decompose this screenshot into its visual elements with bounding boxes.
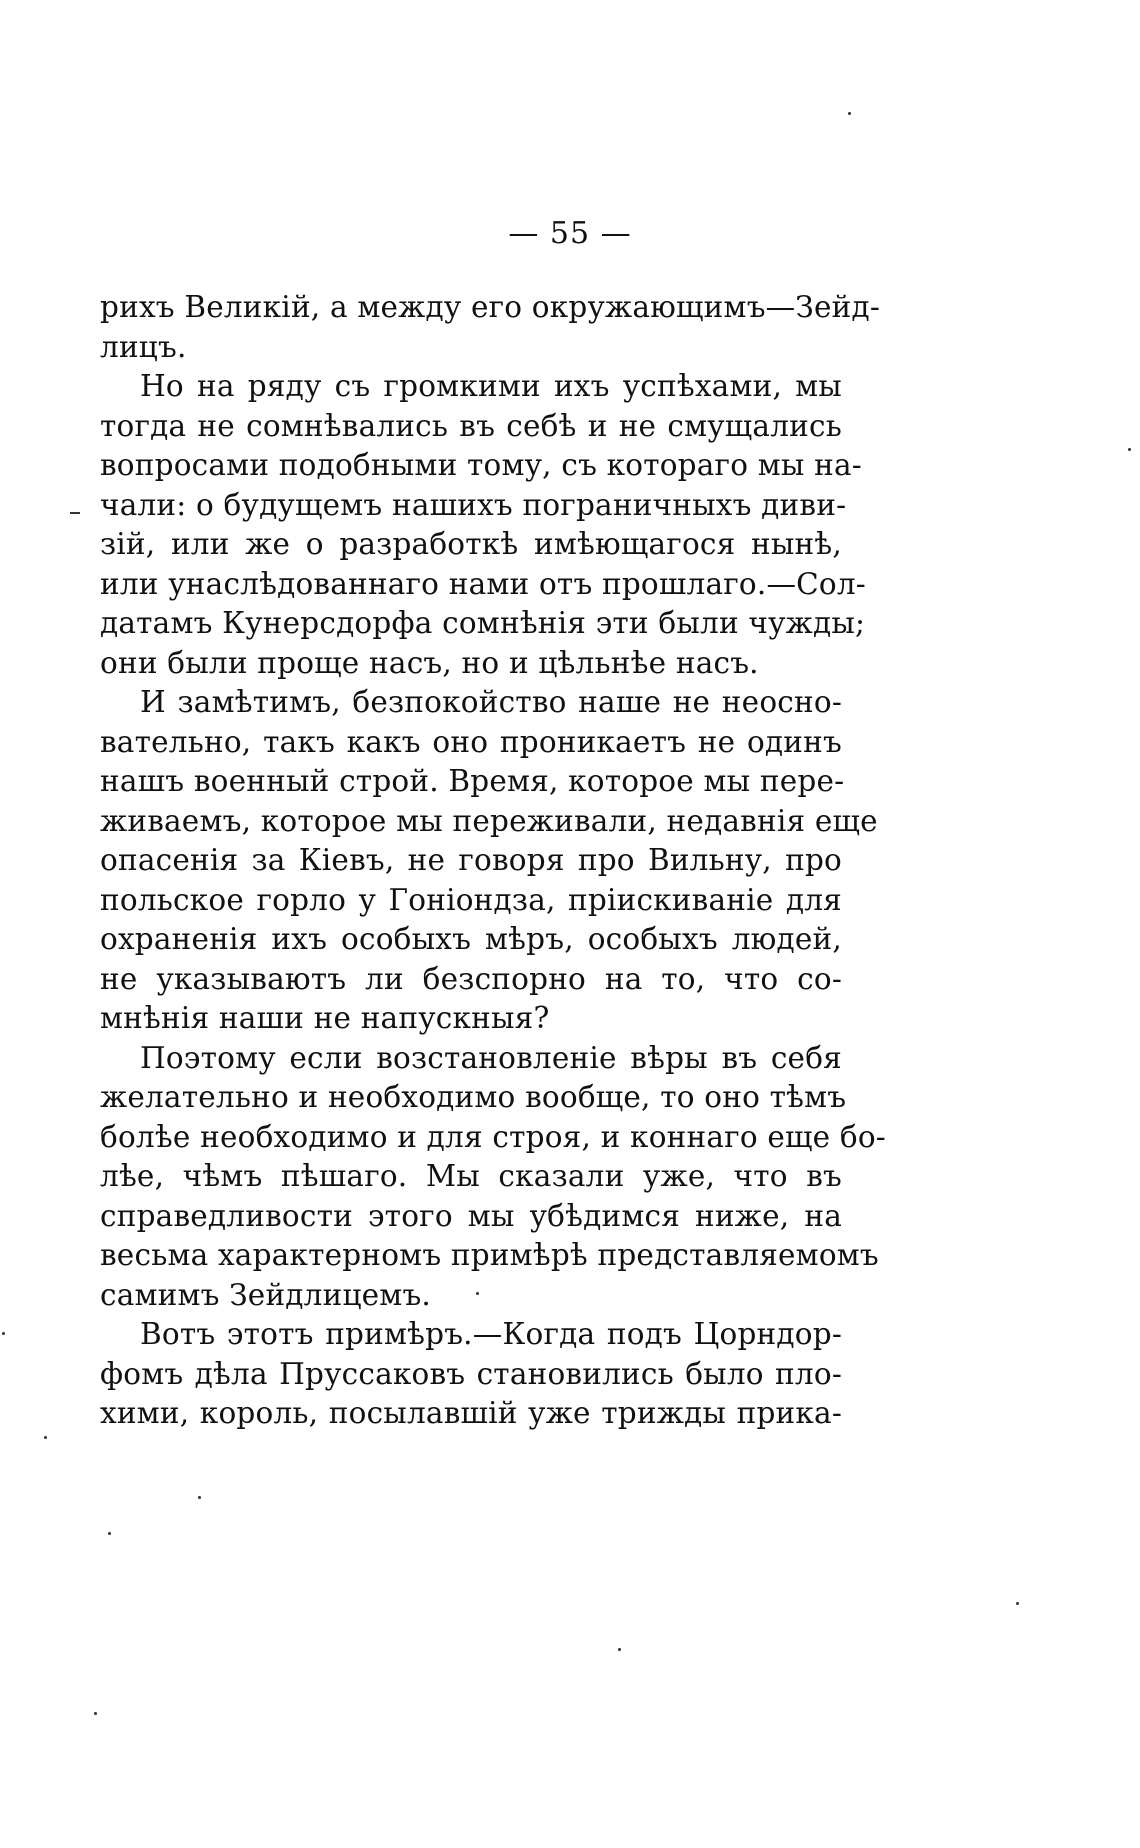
- text-line: болѣе необходимо и для строя, и коннаго еще бо-: [100, 1119, 886, 1154]
- text-line: фомъ дѣла Пруссаковъ становились было пло-: [100, 1356, 842, 1391]
- text-line: тогда не сомнѣвались въ себѣ и не смущались: [100, 408, 842, 443]
- scan-speck: [476, 1292, 479, 1295]
- text-line: вательно, такъ какъ оно проникаетъ не одинъ: [100, 724, 842, 759]
- text-line: желательно и необходимо вообще, то оно тѣмъ: [100, 1080, 847, 1114]
- text-line: датамъ Кунерсдорфа сомнѣнія эти были чужды;: [100, 606, 866, 640]
- text-line: мнѣнія наши не напускныя?: [100, 1001, 550, 1035]
- scan-speck: [2, 1332, 5, 1335]
- body-text: [100, 288, 886, 1434]
- scan-speck: [108, 1532, 111, 1535]
- text-line: Вотъ этотъ примѣръ.—Когда подъ Цорндор-: [140, 1317, 842, 1351]
- text-line: самимъ Зейдлицемъ.: [100, 1277, 431, 1312]
- scan-speck: [198, 1496, 201, 1499]
- text-line: хими, король, посылавшій уже трижды прика-: [100, 1396, 842, 1430]
- text-line: зій, или же о разработкѣ имѣющагося нынѣ,: [100, 527, 842, 561]
- scan-speck: [44, 1436, 47, 1439]
- text-line: или унаслѣдованнаго нами отъ прошлаго.—Сол-: [100, 566, 866, 601]
- text-line: вопросами подобными тому, съ котораго мы на-: [100, 448, 862, 482]
- text-line: чали: о будущемъ нашихъ пограничныхъ диви-: [100, 487, 847, 522]
- scan-speck: [1128, 448, 1131, 451]
- text-line: Поэтому если возстановленіе вѣры въ себя: [140, 1040, 842, 1075]
- text-line: лѣе, чѣмъ пѣшаго. Мы сказали уже, что въ: [100, 1159, 842, 1193]
- text-line: Но на ряду съ громкими ихъ успѣхами, мы: [140, 369, 842, 403]
- scan-speck: [70, 512, 80, 514]
- scan-speck: [1016, 1602, 1019, 1605]
- text-line: рихъ Великій, а между его окружающимъ—Зейд-: [100, 290, 880, 324]
- text-line: охраненія ихъ особыхъ мѣръ, особыхъ людей,: [100, 922, 842, 956]
- scan-speck: [94, 1712, 97, 1715]
- text-line: опасенія за Кіевъ, не говоря про Вильну, про: [100, 843, 842, 877]
- scan-speck: [618, 1648, 621, 1651]
- text-line: справедливости этого мы убѣдимся ниже, на: [100, 1198, 842, 1233]
- text-line: они были проще насъ, но и цѣльнѣе насъ.: [100, 645, 759, 680]
- text-line: весьма характерномъ примѣрѣ представляемомъ: [100, 1238, 879, 1272]
- text-line: И замѣтимъ, безпокойство наше не неосно-: [140, 685, 842, 719]
- scan-speck: [848, 112, 851, 115]
- text-line: лицъ.: [100, 329, 187, 364]
- text-line: польское горло у Гоніондза, пріискиваніе для: [100, 882, 842, 917]
- text-line: нашъ военный строй. Время, которое мы пере-: [100, 764, 845, 798]
- page-number: — 55 —: [508, 216, 632, 251]
- text-line: не указываютъ ли безспорно на то, что со-: [100, 961, 842, 996]
- text-line: живаемъ, которое мы переживали, недавнія еще: [100, 803, 878, 838]
